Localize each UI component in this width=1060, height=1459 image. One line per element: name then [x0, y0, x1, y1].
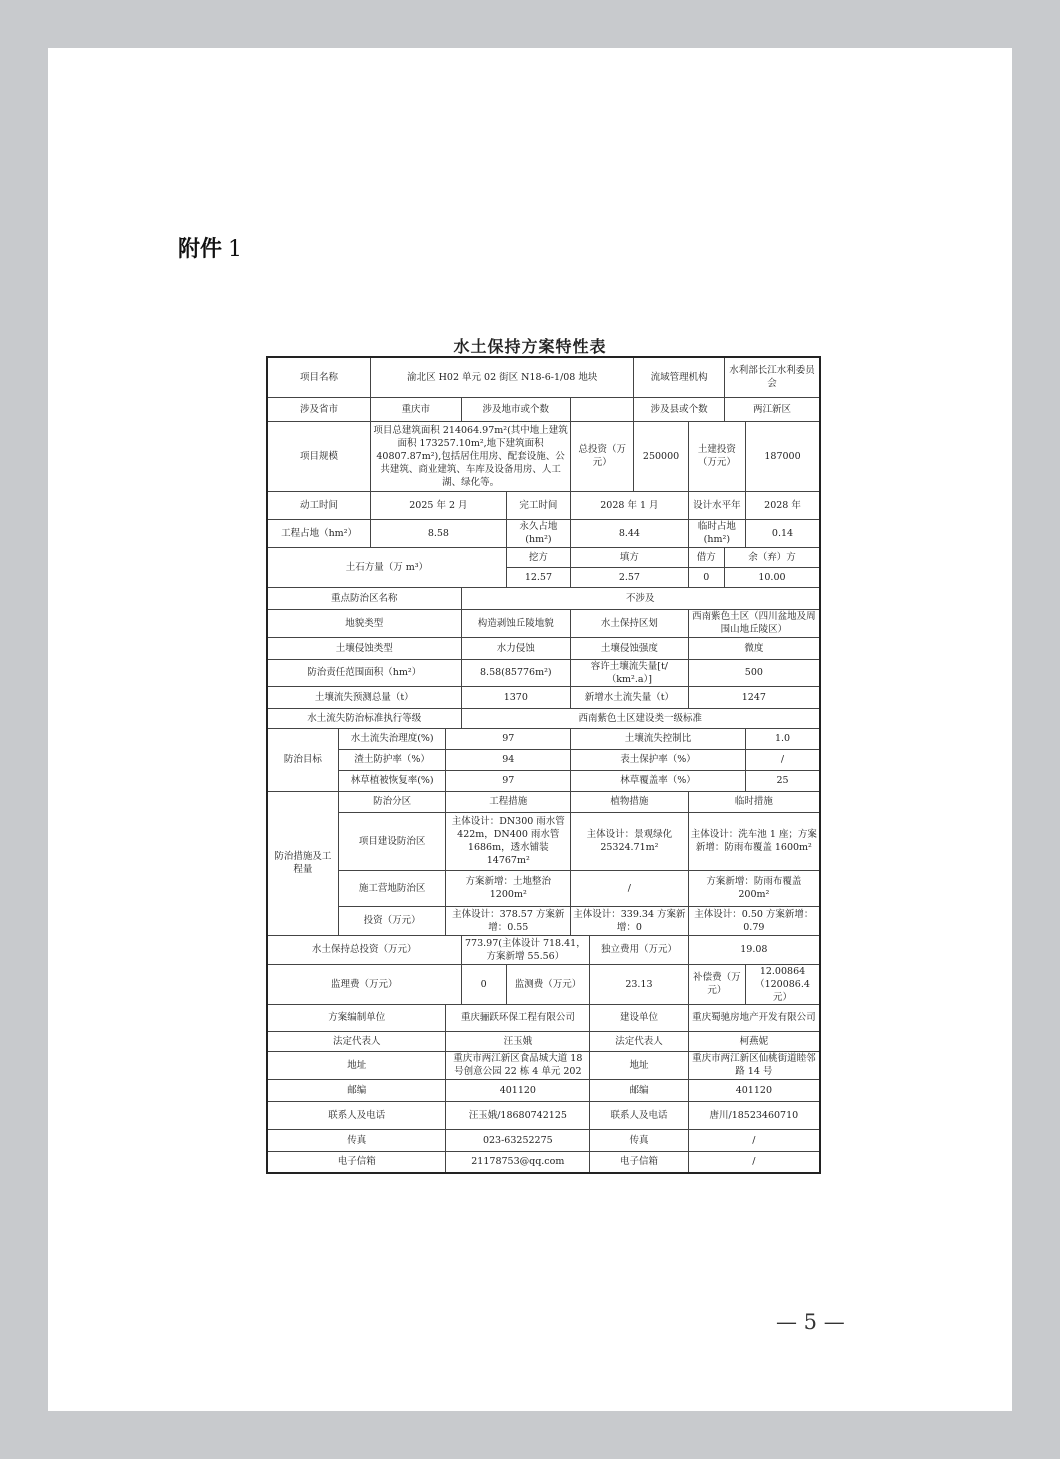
value-cell: 两江新区	[724, 397, 820, 421]
label-cell: 动工时间	[267, 491, 371, 519]
header-cell: 防治分区	[338, 791, 446, 812]
value-cell: 8.58	[371, 519, 507, 547]
label-cell: 法定代表人	[590, 1031, 689, 1051]
value-cell: 主体设计：339.34 方案新增：0	[571, 906, 689, 935]
value-cell: /	[746, 749, 820, 770]
label-cell: 水土流失治理度(%)	[338, 728, 446, 749]
table-row	[267, 1031, 820, 1051]
table-row	[267, 1101, 820, 1129]
measures-label-cell: 防治措施及工程量	[267, 791, 338, 935]
header-cell: 植物措施	[571, 791, 689, 812]
label-cell: 联系人及电话	[590, 1101, 689, 1129]
header-cell: 工程措施	[446, 791, 571, 812]
table-row	[267, 609, 820, 637]
label-cell: 总投资（万元）	[571, 421, 634, 491]
header-cell: 借方	[688, 547, 724, 567]
value-cell: 25	[746, 770, 820, 791]
value-cell: 1247	[688, 686, 820, 708]
value-cell: 汪玉娥/18680742125	[446, 1101, 590, 1129]
value-cell: 主体设计：DN300 雨水管 422m，DN400 雨水管 1686m，透水铺装 14767m²	[446, 812, 571, 870]
label-cell: 土壤侵蚀强度	[571, 637, 689, 659]
label-cell: 防治责任范围面积（hm²）	[267, 659, 461, 686]
value-cell: 1.0	[746, 728, 820, 749]
label-cell: 邮编	[267, 1079, 446, 1101]
label-cell: 土壤流失控制比	[571, 728, 746, 749]
goal-label-cell: 防治目标	[267, 728, 338, 791]
value-cell: /	[688, 1151, 820, 1173]
value-cell: 401120	[688, 1079, 820, 1101]
label-cell: 土石方量（万 m³）	[267, 547, 506, 587]
value-cell: 2.57	[571, 567, 689, 587]
value-cell: 250000	[634, 421, 688, 491]
zone-cell: 项目建设防治区	[338, 812, 446, 870]
value-cell: 2025 年 2 月	[371, 491, 507, 519]
value-cell: 187000	[746, 421, 820, 491]
label-cell: 监理费（万元）	[267, 964, 461, 1004]
label-cell: 渣土防护率（%）	[338, 749, 446, 770]
table-row	[267, 547, 820, 567]
label-cell: 表土保护率（%）	[571, 749, 746, 770]
value-cell: 12.57	[506, 567, 570, 587]
value-cell: 主体设计：0.50 方案新增：0.79	[688, 906, 820, 935]
table-row	[267, 964, 820, 1004]
label-cell: 建设单位	[590, 1004, 689, 1031]
zone-cell: 投资（万元）	[338, 906, 446, 935]
label-cell: 涉及县或个数	[634, 397, 724, 421]
value-cell: 773.97(主体设计 718.41，方案新增 55.56）	[461, 935, 590, 964]
value-cell: 不涉及	[461, 587, 820, 609]
value-cell: 唐川/18523460710	[688, 1101, 820, 1129]
characteristics-table	[266, 356, 821, 1174]
label-cell: 水土保持区划	[571, 609, 689, 637]
table-row	[267, 519, 820, 547]
header-cell: 填方	[571, 547, 689, 567]
table-row	[267, 812, 820, 870]
label-cell: 土壤流失预测总量（t）	[267, 686, 461, 708]
table-row	[267, 770, 820, 791]
table-row	[267, 728, 820, 749]
label-cell: 地址	[590, 1051, 689, 1079]
header-cell: 余（弃）方	[724, 547, 820, 567]
label-cell: 土建投资（万元）	[688, 421, 745, 491]
value-cell	[571, 397, 634, 421]
value-cell: 方案新增：土地整治 1200m²	[446, 870, 571, 906]
table-row	[267, 357, 820, 397]
value-cell: 项目总建筑面积 214064.97m²(其中地上建筑面积 173257.10m²,地下建筑面积 40807.87m²),包括居住用房、配套设施、公共建筑、商业建筑、车库及设备用房、人工湖、绿化等。	[371, 421, 571, 491]
table-row	[267, 749, 820, 770]
attachment-heading	[178, 232, 242, 263]
label-cell: 工程占地（hm²）	[267, 519, 371, 547]
label-cell: 电子信箱	[267, 1151, 446, 1173]
value-cell: 10.00	[724, 567, 820, 587]
header-cell: 挖方	[506, 547, 570, 567]
value-cell: 汪玉娥	[446, 1031, 590, 1051]
label-cell: 地址	[267, 1051, 446, 1079]
value-cell: 方案新增：防雨布覆盖 200m²	[688, 870, 820, 906]
value-cell: 0	[461, 964, 506, 1004]
table-row	[267, 791, 820, 812]
value-cell: 2028 年	[746, 491, 820, 519]
value-cell: 重庆市两江新区食品城大道 18 号创意公园 22 栋 4 单元 202	[446, 1051, 590, 1079]
value-cell: 西南紫色土区（四川盆地及周围山地丘陵区）	[688, 609, 820, 637]
value-cell: 主体设计：378.57 方案新增：0.55	[446, 906, 571, 935]
label-cell: 林草植被恢复率(%)	[338, 770, 446, 791]
table-row	[267, 935, 820, 964]
value-cell: 94	[446, 749, 571, 770]
label-cell: 水土保持总投资（万元）	[267, 935, 461, 964]
value-cell: 1370	[461, 686, 571, 708]
value-cell: 0	[688, 567, 724, 587]
label-cell: 新增水土流失量（t）	[571, 686, 689, 708]
table-row	[267, 421, 820, 491]
label-cell: 邮编	[590, 1079, 689, 1101]
value-cell: 19.08	[688, 935, 820, 964]
value-cell: 12.00864（120086.4 元）	[746, 964, 820, 1004]
value-cell: 023-63252275	[446, 1129, 590, 1151]
label-cell: 完工时间	[506, 491, 570, 519]
value-cell: 重庆蜀驰房地产开发有限公司	[688, 1004, 820, 1031]
value-cell: 渝北区 H02 单元 02 街区 N18-6-1/08 地块	[371, 357, 634, 397]
header-cell: 临时措施	[688, 791, 820, 812]
label-cell: 项目规模	[267, 421, 371, 491]
value-cell: 0.14	[746, 519, 820, 547]
value-cell: 重庆市两江新区仙桃街道睦邻路 14 号	[688, 1051, 820, 1079]
value-cell: 水利部长江水利委员会	[724, 357, 820, 397]
label-cell: 容许土壤流失量[t/（km².a）]	[571, 659, 689, 686]
label-cell: 设计水平年	[688, 491, 745, 519]
table-row	[267, 686, 820, 708]
table-row	[267, 1151, 820, 1173]
label-cell: 监测费（万元）	[506, 964, 589, 1004]
label-cell: 项目名称	[267, 357, 371, 397]
table-row	[267, 906, 820, 935]
value-cell: 重庆市	[371, 397, 461, 421]
label-cell: 方案编制单位	[267, 1004, 446, 1031]
label-cell: 独立费用（万元）	[590, 935, 689, 964]
value-cell: 构造剥蚀丘陵地貌	[461, 609, 571, 637]
table-row	[267, 870, 820, 906]
table-row	[267, 1051, 820, 1079]
label-cell: 水土流失防治标准执行等级	[267, 708, 461, 728]
label-cell: 传真	[267, 1129, 446, 1151]
value-cell: 微度	[688, 637, 820, 659]
zone-cell: 施工营地防治区	[338, 870, 446, 906]
value-cell: 重庆骊跃环保工程有限公司	[446, 1004, 590, 1031]
value-cell: 主体设计：景观绿化 25324.71m²	[571, 812, 689, 870]
table-title: 水土保持方案特性表	[453, 337, 607, 356]
value-cell: /	[688, 1129, 820, 1151]
label-cell: 临时占地(hm²)	[688, 519, 745, 547]
table-row	[267, 397, 820, 421]
label-cell: 补偿费（万元）	[688, 964, 745, 1004]
attachment-label: 附件	[178, 236, 223, 262]
label-cell: 永久占地(hm²)	[506, 519, 570, 547]
label-cell: 地貌类型	[267, 609, 461, 637]
label-cell: 林草覆盖率（%）	[571, 770, 746, 791]
page-number: — 5 —	[776, 1310, 845, 1334]
value-cell: /	[571, 870, 689, 906]
label-cell: 重点防治区名称	[267, 587, 461, 609]
table-row	[267, 708, 820, 728]
attachment-number: 1	[228, 237, 243, 262]
table-row	[267, 587, 820, 609]
value-cell: 23.13	[590, 964, 689, 1004]
table-row	[267, 1129, 820, 1151]
value-cell: 西南紫色土区建设类一级标准	[461, 708, 820, 728]
value-cell: 500	[688, 659, 820, 686]
label-cell: 联系人及电话	[267, 1101, 446, 1129]
value-cell: 主体设计：洗车池 1 座；方案新增：防雨布覆盖 1600m²	[688, 812, 820, 870]
label-cell: 传真	[590, 1129, 689, 1151]
table-row	[267, 659, 820, 686]
label-cell: 涉及省市	[267, 397, 371, 421]
value-cell: 8.58(85776m²)	[461, 659, 571, 686]
value-cell: 8.44	[571, 519, 689, 547]
table-row	[267, 1004, 820, 1031]
value-cell: 97	[446, 728, 571, 749]
value-cell: 水力侵蚀	[461, 637, 571, 659]
table-row	[267, 1079, 820, 1101]
label-cell: 土壤侵蚀类型	[267, 637, 461, 659]
value-cell: 2028 年 1 月	[571, 491, 689, 519]
table-row	[267, 491, 820, 519]
value-cell: 21178753@qq.com	[446, 1151, 590, 1173]
label-cell: 电子信箱	[590, 1151, 689, 1173]
label-cell: 法定代表人	[267, 1031, 446, 1051]
label-cell: 流域管理机构	[634, 357, 724, 397]
value-cell: 97	[446, 770, 571, 791]
label-cell: 涉及地市或个数	[461, 397, 571, 421]
value-cell: 柯燕妮	[688, 1031, 820, 1051]
value-cell: 401120	[446, 1079, 590, 1101]
table-row	[267, 637, 820, 659]
